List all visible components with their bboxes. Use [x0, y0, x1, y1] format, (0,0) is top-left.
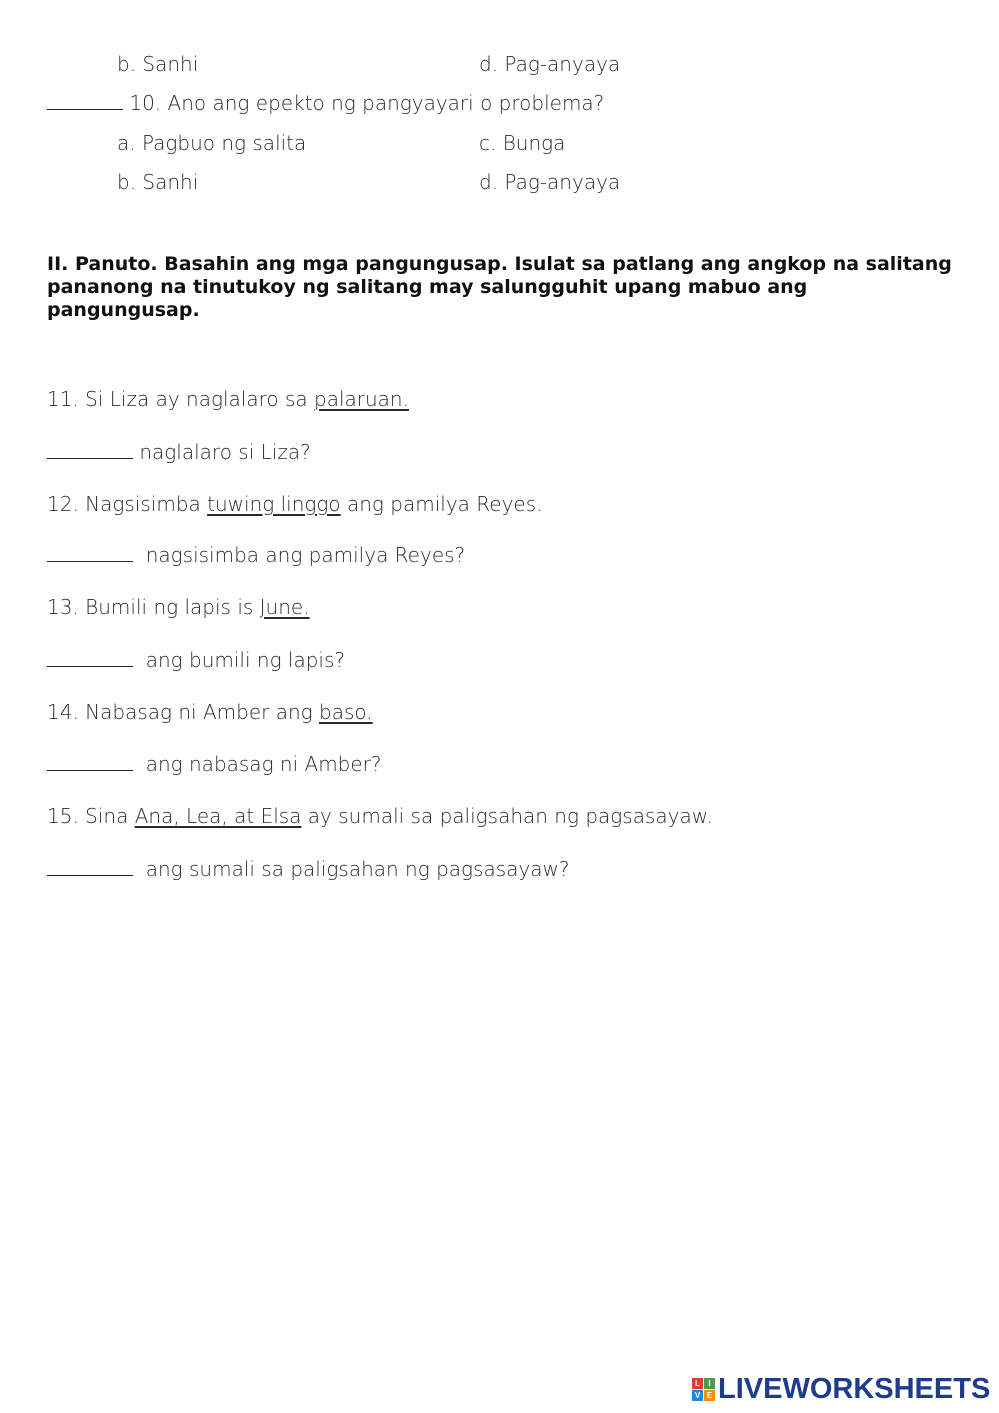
- logo-tile: V: [692, 1390, 703, 1401]
- logo-tile: E: [704, 1390, 715, 1401]
- item-12-question: [47, 543, 465, 567]
- liveworksheets-logo: [692, 1374, 990, 1404]
- item-11-underlined: palaruan.: [314, 387, 409, 411]
- logo-tile: I: [704, 1378, 715, 1389]
- q10-answer-blank[interactable]: [47, 91, 123, 110]
- item-13-underlined: June.: [259, 595, 310, 619]
- item-15-pre: 15. Sina: [47, 804, 135, 828]
- q9-option-b: b. Sanhi: [117, 52, 199, 76]
- item-15-underlined: Ana, Lea, at Elsa: [134, 804, 302, 828]
- item-12-answer-blank[interactable]: [47, 543, 133, 562]
- item-13-answer-blank[interactable]: [47, 648, 133, 667]
- item-11-sentence: [47, 387, 409, 411]
- logo-tiles-icon: [692, 1378, 715, 1401]
- item-11-pre: 11. Si Liza ay naglalaro sa: [47, 387, 315, 411]
- q9-option-d: d. Pag-anyaya: [479, 52, 621, 76]
- item-12-post: ang pamilya Reyes.: [340, 492, 543, 516]
- item-15-sentence: [47, 804, 713, 828]
- item-13-sentence: [47, 595, 310, 619]
- part2-instruction: II. Panuto. Basahin ang mga pangungusap. Isulat sa patlang ang angkop na salitang pananong na tinutukoy ng salitang may salungguhit upang mabuo ang pangungusap.: [47, 253, 952, 321]
- item-12-pre: 12. Nagsisimba: [47, 492, 208, 516]
- item-11-question: [47, 440, 311, 464]
- item-14-answer-blank[interactable]: [47, 752, 133, 771]
- item-12-underlined: tuwing linggo: [207, 492, 341, 516]
- item-14-question: [47, 752, 382, 776]
- item-14-pre: 14. Nabasag ni Amber ang: [47, 700, 319, 724]
- item-13-answer-text: ang bumili ng lapis?: [133, 648, 346, 672]
- item-15-question: [47, 857, 569, 881]
- item-14-answer-text: ang nabasag ni Amber?: [133, 752, 382, 776]
- q10-option-a: a. Pagbuo ng salita: [117, 131, 307, 155]
- item-13-question: [47, 648, 345, 672]
- q10-option-d: d. Pag-anyaya: [479, 170, 621, 194]
- item-12-answer-text: nagsisimba ang pamilya Reyes?: [133, 543, 466, 567]
- q10-question: [47, 91, 604, 115]
- logo-tile: L: [692, 1378, 703, 1389]
- q10-option-c: c. Bunga: [479, 131, 566, 155]
- q10-text: 10. Ano ang epekto ng pangyayari o problema?: [129, 91, 605, 115]
- item-15-answer-text: ang sumali sa paligsahan ng pagsasayaw?: [133, 857, 570, 881]
- item-12-sentence: [47, 492, 543, 516]
- logo-text: LIVEWORKSHEETS: [718, 1372, 991, 1405]
- item-14-sentence: [47, 700, 373, 724]
- q10-option-b: b. Sanhi: [117, 170, 199, 194]
- item-14-underlined: baso.: [319, 700, 373, 724]
- item-15-post: ay sumali sa paligsahan ng pagsasayaw.: [301, 804, 713, 828]
- item-11-answer-text: naglalaro si Liza?: [133, 440, 311, 464]
- item-11-answer-blank[interactable]: [47, 440, 133, 459]
- item-15-answer-blank[interactable]: [47, 857, 133, 876]
- item-13-pre: 13. Bumili ng lapis is: [47, 595, 260, 619]
